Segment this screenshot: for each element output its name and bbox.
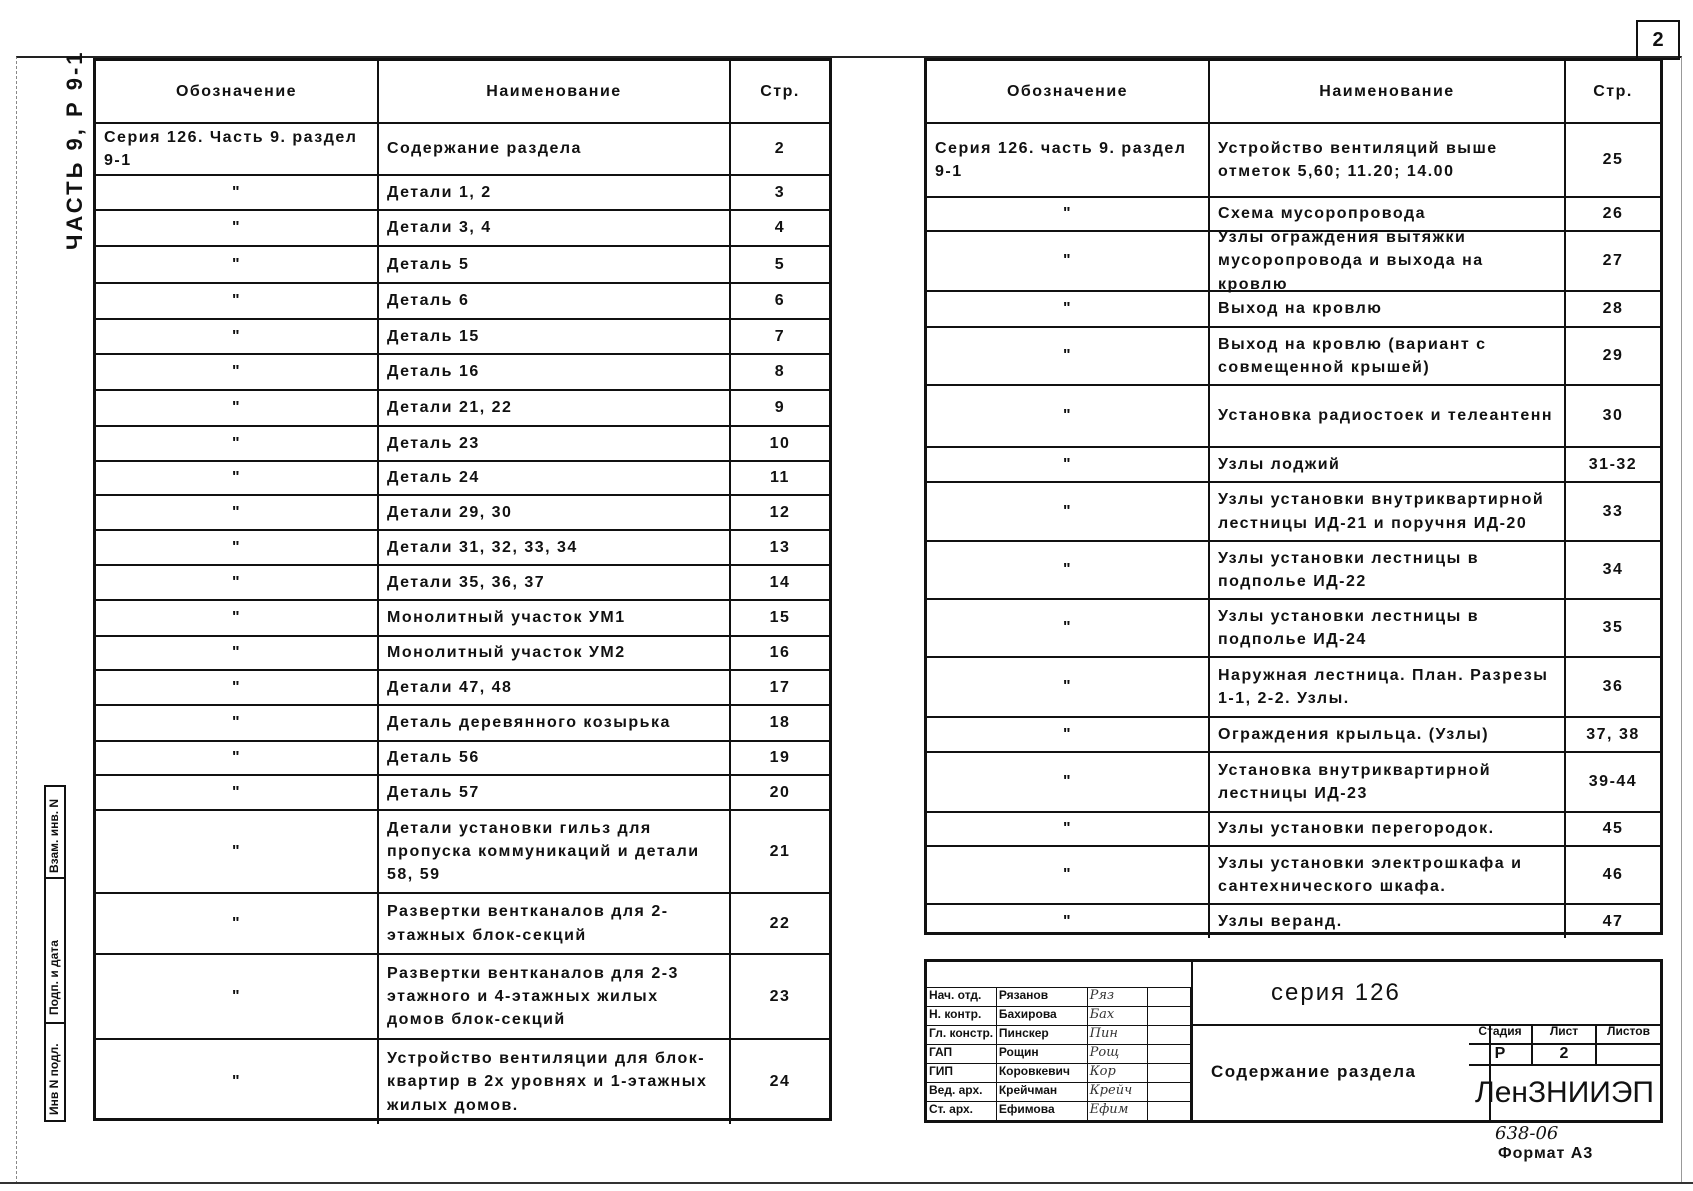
- cell-designation: ": [1062, 347, 1073, 365]
- cell-page: 10: [729, 427, 829, 460]
- table-row: [927, 326, 1660, 384]
- header-name: Наименование: [377, 61, 729, 122]
- document-title: Содержание раздела: [1191, 1024, 1491, 1120]
- cell-designation: ": [231, 749, 242, 767]
- signatory-name: Коровкевич: [997, 1064, 1088, 1083]
- cell-name: Выход на кровлю (вариант с совмещенной крышей): [1208, 328, 1564, 384]
- signatory-row: [927, 1063, 1191, 1083]
- header-page: Стр.: [1564, 61, 1660, 122]
- table-row: [927, 229, 1660, 293]
- signature-image: Бах: [1088, 1007, 1148, 1026]
- table-row: [927, 122, 1660, 196]
- page-number-box: 2: [1636, 20, 1680, 60]
- signatory-name: Рощин: [997, 1045, 1088, 1064]
- table-row: [96, 892, 829, 953]
- table-header: [927, 61, 1660, 122]
- cell-page: 22: [729, 894, 829, 953]
- cell-page: 15: [729, 601, 829, 635]
- cell-name: Монолитный участок УМ2: [377, 637, 729, 669]
- date-cell: [1148, 1064, 1191, 1083]
- signature-image: Кор: [1088, 1064, 1148, 1083]
- cell-name: Узлы ограждения вытяжки мусоропровода и выхода на кровлю: [1208, 232, 1564, 290]
- table-row: [927, 845, 1660, 903]
- archive-stamp: [44, 785, 66, 1122]
- cell-designation: ": [231, 399, 242, 417]
- cell-page: 26: [1564, 198, 1660, 230]
- cell-designation: ": [1062, 773, 1073, 791]
- stage-table: [1469, 1024, 1660, 1066]
- cell-page: 8: [729, 355, 829, 389]
- cell-name: Устройство вентиляции для блок-квартир в 2х уровнях и 1-этажных жилых домов.: [377, 1040, 729, 1124]
- cell-name: Детали установки гильз для пропуска коммуникаций и детали 58, 59: [377, 811, 729, 892]
- cell-page: 6: [729, 284, 829, 318]
- signatory-role: Вед. арх.: [927, 1083, 997, 1102]
- cell-name: Деталь 24: [377, 462, 729, 494]
- table-row: [96, 669, 829, 704]
- paper-format: Формат А3: [1498, 1145, 1594, 1162]
- cell-designation: ": [231, 538, 242, 556]
- cell-name: Деталь 5: [377, 247, 729, 282]
- cell-name: Деталь 15: [377, 320, 729, 353]
- table-row: [96, 282, 829, 318]
- cell-name: Детали 29, 30: [377, 496, 729, 529]
- signatory-row: [927, 1006, 1191, 1026]
- cell-name: Установка внутриквартирной лестницы ИД-23: [1208, 753, 1564, 811]
- cell-name: Содержание раздела: [377, 124, 729, 174]
- stamp-label: Инв N подл.: [47, 1043, 61, 1115]
- cell-page: 28: [1564, 292, 1660, 326]
- cell-name: Выход на кровлю: [1208, 292, 1564, 326]
- table-row: [96, 245, 829, 282]
- signature-image: Ефим: [1088, 1102, 1148, 1121]
- cell-page: 23: [729, 955, 829, 1038]
- cell-page: 14: [729, 566, 829, 599]
- cell-page: 13: [729, 531, 829, 564]
- signatory-name: Ефимова: [997, 1102, 1088, 1121]
- cell-name: Узлы установки внутриквартирной лестницы ИД-21 и поручня ИД-20: [1208, 483, 1564, 540]
- signature-image: Рощ: [1088, 1045, 1148, 1064]
- cell-page: 27: [1564, 232, 1660, 290]
- cell-name: Устройство вентиляций выше отметок 5,60; 11.20; 14.00: [1208, 124, 1564, 196]
- cell-name: Детали 35, 36, 37: [377, 566, 729, 599]
- cell-name: Узлы лоджий: [1208, 448, 1564, 481]
- cell-name: Деталь 6: [377, 284, 729, 318]
- cell-designation: ": [1062, 252, 1073, 270]
- signatory-row: [927, 1082, 1191, 1102]
- cell-designation: ": [231, 327, 242, 345]
- cell-designation: ": [231, 434, 242, 452]
- signatory-name: Пинскер: [997, 1026, 1088, 1045]
- cell-designation: Серия 126. Часть 9. раздел 9-1: [104, 128, 358, 169]
- cell-name: Деталь деревянного козырька: [377, 706, 729, 740]
- table-row: [96, 599, 829, 635]
- contents-table-right: [924, 58, 1663, 935]
- cell-designation: ": [1062, 300, 1073, 318]
- table-row: [927, 811, 1660, 845]
- table-row: [96, 774, 829, 809]
- cell-page: 31-32: [1564, 448, 1660, 481]
- cell-name: Развертки вентканалов для 2-этажных блок-секций: [377, 894, 729, 953]
- header-designation: Обозначение: [1006, 82, 1129, 100]
- cell-designation: ": [1062, 678, 1073, 696]
- cell-name: Развертки вентканалов для 2-3 этажного и 4-этажных жилых домов блок-секций: [377, 955, 729, 1038]
- cell-page: 20: [729, 776, 829, 809]
- header-name: Наименование: [1208, 61, 1564, 122]
- cell-page: 2: [729, 124, 829, 174]
- cell-page: 12: [729, 496, 829, 529]
- table-row: [96, 529, 829, 564]
- cell-page: 30: [1564, 386, 1660, 446]
- cell-designation: ": [1062, 407, 1073, 425]
- signatory-name: Рязанов: [997, 988, 1088, 1007]
- cell-designation: ": [1062, 455, 1073, 473]
- signatory-role: Нач. отд.: [927, 988, 997, 1007]
- cell-name: Деталь 23: [377, 427, 729, 460]
- cell-page: 24: [729, 1040, 829, 1124]
- table-row: [927, 481, 1660, 540]
- signatory-row: [927, 1044, 1191, 1064]
- cell-page: 25: [1564, 124, 1660, 196]
- table-row: [96, 704, 829, 740]
- cell-name: Узлы установки перегородок.: [1208, 813, 1564, 845]
- stamp-label: Подп. и дата: [47, 940, 61, 1015]
- cell-designation: ": [231, 573, 242, 591]
- stage-label: Стадия: [1469, 1024, 1533, 1043]
- stage-value: Р: [1469, 1045, 1533, 1064]
- cell-page: 45: [1564, 813, 1660, 845]
- cell-page: 19: [729, 742, 829, 774]
- cell-name: Ограждения крыльца. (Узлы): [1208, 718, 1564, 751]
- table-row: [96, 318, 829, 353]
- cell-name: Схема мусоропровода: [1208, 198, 1564, 230]
- table-row: [96, 809, 829, 892]
- cell-designation: ": [231, 255, 242, 273]
- cell-designation: ": [231, 292, 242, 310]
- cell-name: Детали 47, 48: [377, 671, 729, 704]
- contents-table-left: [93, 58, 832, 1121]
- cell-name: Детали 31, 32, 33, 34: [377, 531, 729, 564]
- cell-designation: ": [1062, 725, 1073, 743]
- cell-designation: ": [1062, 866, 1073, 884]
- cell-page: 18: [729, 706, 829, 740]
- cell-designation: ": [1062, 205, 1073, 223]
- table-row: [96, 494, 829, 529]
- cell-designation: Серия 126. часть 9. раздел 9-1: [935, 139, 1187, 180]
- signature-image: Ряз: [1088, 988, 1148, 1007]
- cell-page: 35: [1564, 600, 1660, 656]
- document-code: 638-06: [1495, 1123, 1559, 1144]
- cell-name: Детали 3, 4: [377, 211, 729, 245]
- cell-page: 7: [729, 320, 829, 353]
- cell-name: Детали 21, 22: [377, 391, 729, 425]
- table-row: [96, 740, 829, 774]
- cell-page: 3: [729, 176, 829, 209]
- cell-designation: ": [231, 609, 242, 627]
- cell-designation: ": [231, 1073, 242, 1091]
- table-row: [96, 953, 829, 1038]
- signature-image: Пин: [1088, 1026, 1148, 1045]
- table-row: [927, 446, 1660, 481]
- table-row: [927, 598, 1660, 656]
- cell-page: 34: [1564, 542, 1660, 598]
- signatory-name: Крейчман: [997, 1083, 1088, 1102]
- table-row: [96, 460, 829, 494]
- cell-designation: ": [231, 219, 242, 237]
- bottom-border: [0, 1182, 1693, 1184]
- table-row: [927, 656, 1660, 716]
- cell-designation: ": [1062, 561, 1073, 579]
- sheets-label: Листов: [1607, 1024, 1650, 1038]
- cell-page: 46: [1564, 847, 1660, 903]
- signature-image: Крейч: [1088, 1083, 1148, 1102]
- signatory-role: ГАП: [927, 1045, 997, 1064]
- date-cell: [1148, 1102, 1191, 1121]
- cell-designation: ": [231, 183, 242, 201]
- cell-designation: ": [231, 914, 242, 932]
- signatory-row: [927, 1025, 1191, 1045]
- signatory-name: Бахирова: [997, 1007, 1088, 1026]
- cell-name: Детали 1, 2: [377, 176, 729, 209]
- cell-designation: ": [231, 503, 242, 521]
- cell-name: Узлы установки лестницы в подполье ИД-22: [1208, 542, 1564, 598]
- table-row: [96, 425, 829, 460]
- table-header: [96, 61, 829, 122]
- title-block: [924, 959, 1663, 1123]
- signatory-role: ГИП: [927, 1064, 997, 1083]
- cell-page: 17: [729, 671, 829, 704]
- table-row: [927, 716, 1660, 751]
- cell-designation: ": [231, 987, 242, 1005]
- table-row: [96, 564, 829, 599]
- cell-page: 21: [729, 811, 829, 892]
- signatory-role: Гл. констр.: [927, 1026, 997, 1045]
- table-row: [927, 751, 1660, 811]
- cell-designation: ": [231, 469, 242, 487]
- table-row: [96, 209, 829, 245]
- cell-designation: ": [231, 783, 242, 801]
- date-cell: [1148, 1045, 1191, 1064]
- series-label: серия 126: [1191, 962, 1660, 1026]
- cell-name: Деталь 57: [377, 776, 729, 809]
- cell-page: 37, 38: [1564, 718, 1660, 751]
- cell-designation: ": [1062, 912, 1073, 930]
- cell-designation: ": [1062, 820, 1073, 838]
- table-row: [96, 389, 829, 425]
- date-cell: [1148, 1026, 1191, 1045]
- cell-designation: ": [231, 842, 242, 860]
- sheet-value: 2: [1533, 1045, 1597, 1064]
- cell-page: 39-44: [1564, 753, 1660, 811]
- table-row: [96, 122, 829, 174]
- organization: ЛенЗНИИЭП: [1475, 1076, 1654, 1109]
- cell-page: 16: [729, 637, 829, 669]
- cell-name: Узлы установки электрошкафа и сантехнического шкафа.: [1208, 847, 1564, 903]
- header-page: Стр.: [729, 61, 829, 122]
- table-row: [96, 1038, 829, 1124]
- table-row: [927, 196, 1660, 230]
- cell-name: Установка радиостоек и телеантенн: [1208, 386, 1564, 446]
- cell-designation: ": [231, 644, 242, 662]
- cell-page: 4: [729, 211, 829, 245]
- cell-name: Наружная лестница. План. Разрезы 1-1, 2-2. Узлы.: [1208, 658, 1564, 716]
- cell-page: 36: [1564, 658, 1660, 716]
- side-label: ЧАСТЬ 9, Р 9-1: [62, 49, 87, 250]
- signatory-role: Ст. арх.: [927, 1102, 997, 1121]
- cell-designation: ": [1062, 619, 1073, 637]
- cell-page: 9: [729, 391, 829, 425]
- sheets-value: [1597, 1045, 1660, 1064]
- cell-designation: ": [231, 714, 242, 732]
- table-row: [96, 174, 829, 209]
- table-row: [927, 384, 1660, 446]
- cell-designation: ": [231, 363, 242, 381]
- table-row: [96, 635, 829, 669]
- header-designation: Обозначение: [175, 82, 298, 100]
- table-row: [927, 290, 1660, 326]
- stamp-label: Взам. инв. N: [47, 798, 61, 873]
- table-row: [96, 353, 829, 389]
- sheet-label: Лист: [1533, 1024, 1597, 1043]
- cell-designation: ": [231, 678, 242, 696]
- date-cell: [1148, 988, 1191, 1007]
- cell-name: Узлы установки лестницы в подполье ИД-24: [1208, 600, 1564, 656]
- cell-name: Узлы веранд.: [1208, 905, 1564, 938]
- cell-page: 5: [729, 247, 829, 282]
- cell-page: 47: [1564, 905, 1660, 938]
- cell-name: Деталь 56: [377, 742, 729, 774]
- cell-name: Монолитный участок УМ1: [377, 601, 729, 635]
- date-cell: [1148, 1007, 1191, 1026]
- cell-page: 11: [729, 462, 829, 494]
- cell-name: Деталь 16: [377, 355, 729, 389]
- signatory-row: [927, 1101, 1191, 1121]
- signatories-grid: [927, 962, 1193, 1120]
- table-row: [927, 540, 1660, 598]
- table-row: [927, 903, 1660, 938]
- date-cell: [1148, 1083, 1191, 1102]
- signatory-row: [927, 987, 1191, 1007]
- cell-page: 33: [1564, 483, 1660, 540]
- signatory-role: Н. контр.: [927, 1007, 997, 1026]
- cell-page: 29: [1564, 328, 1660, 384]
- cell-designation: ": [1062, 502, 1073, 520]
